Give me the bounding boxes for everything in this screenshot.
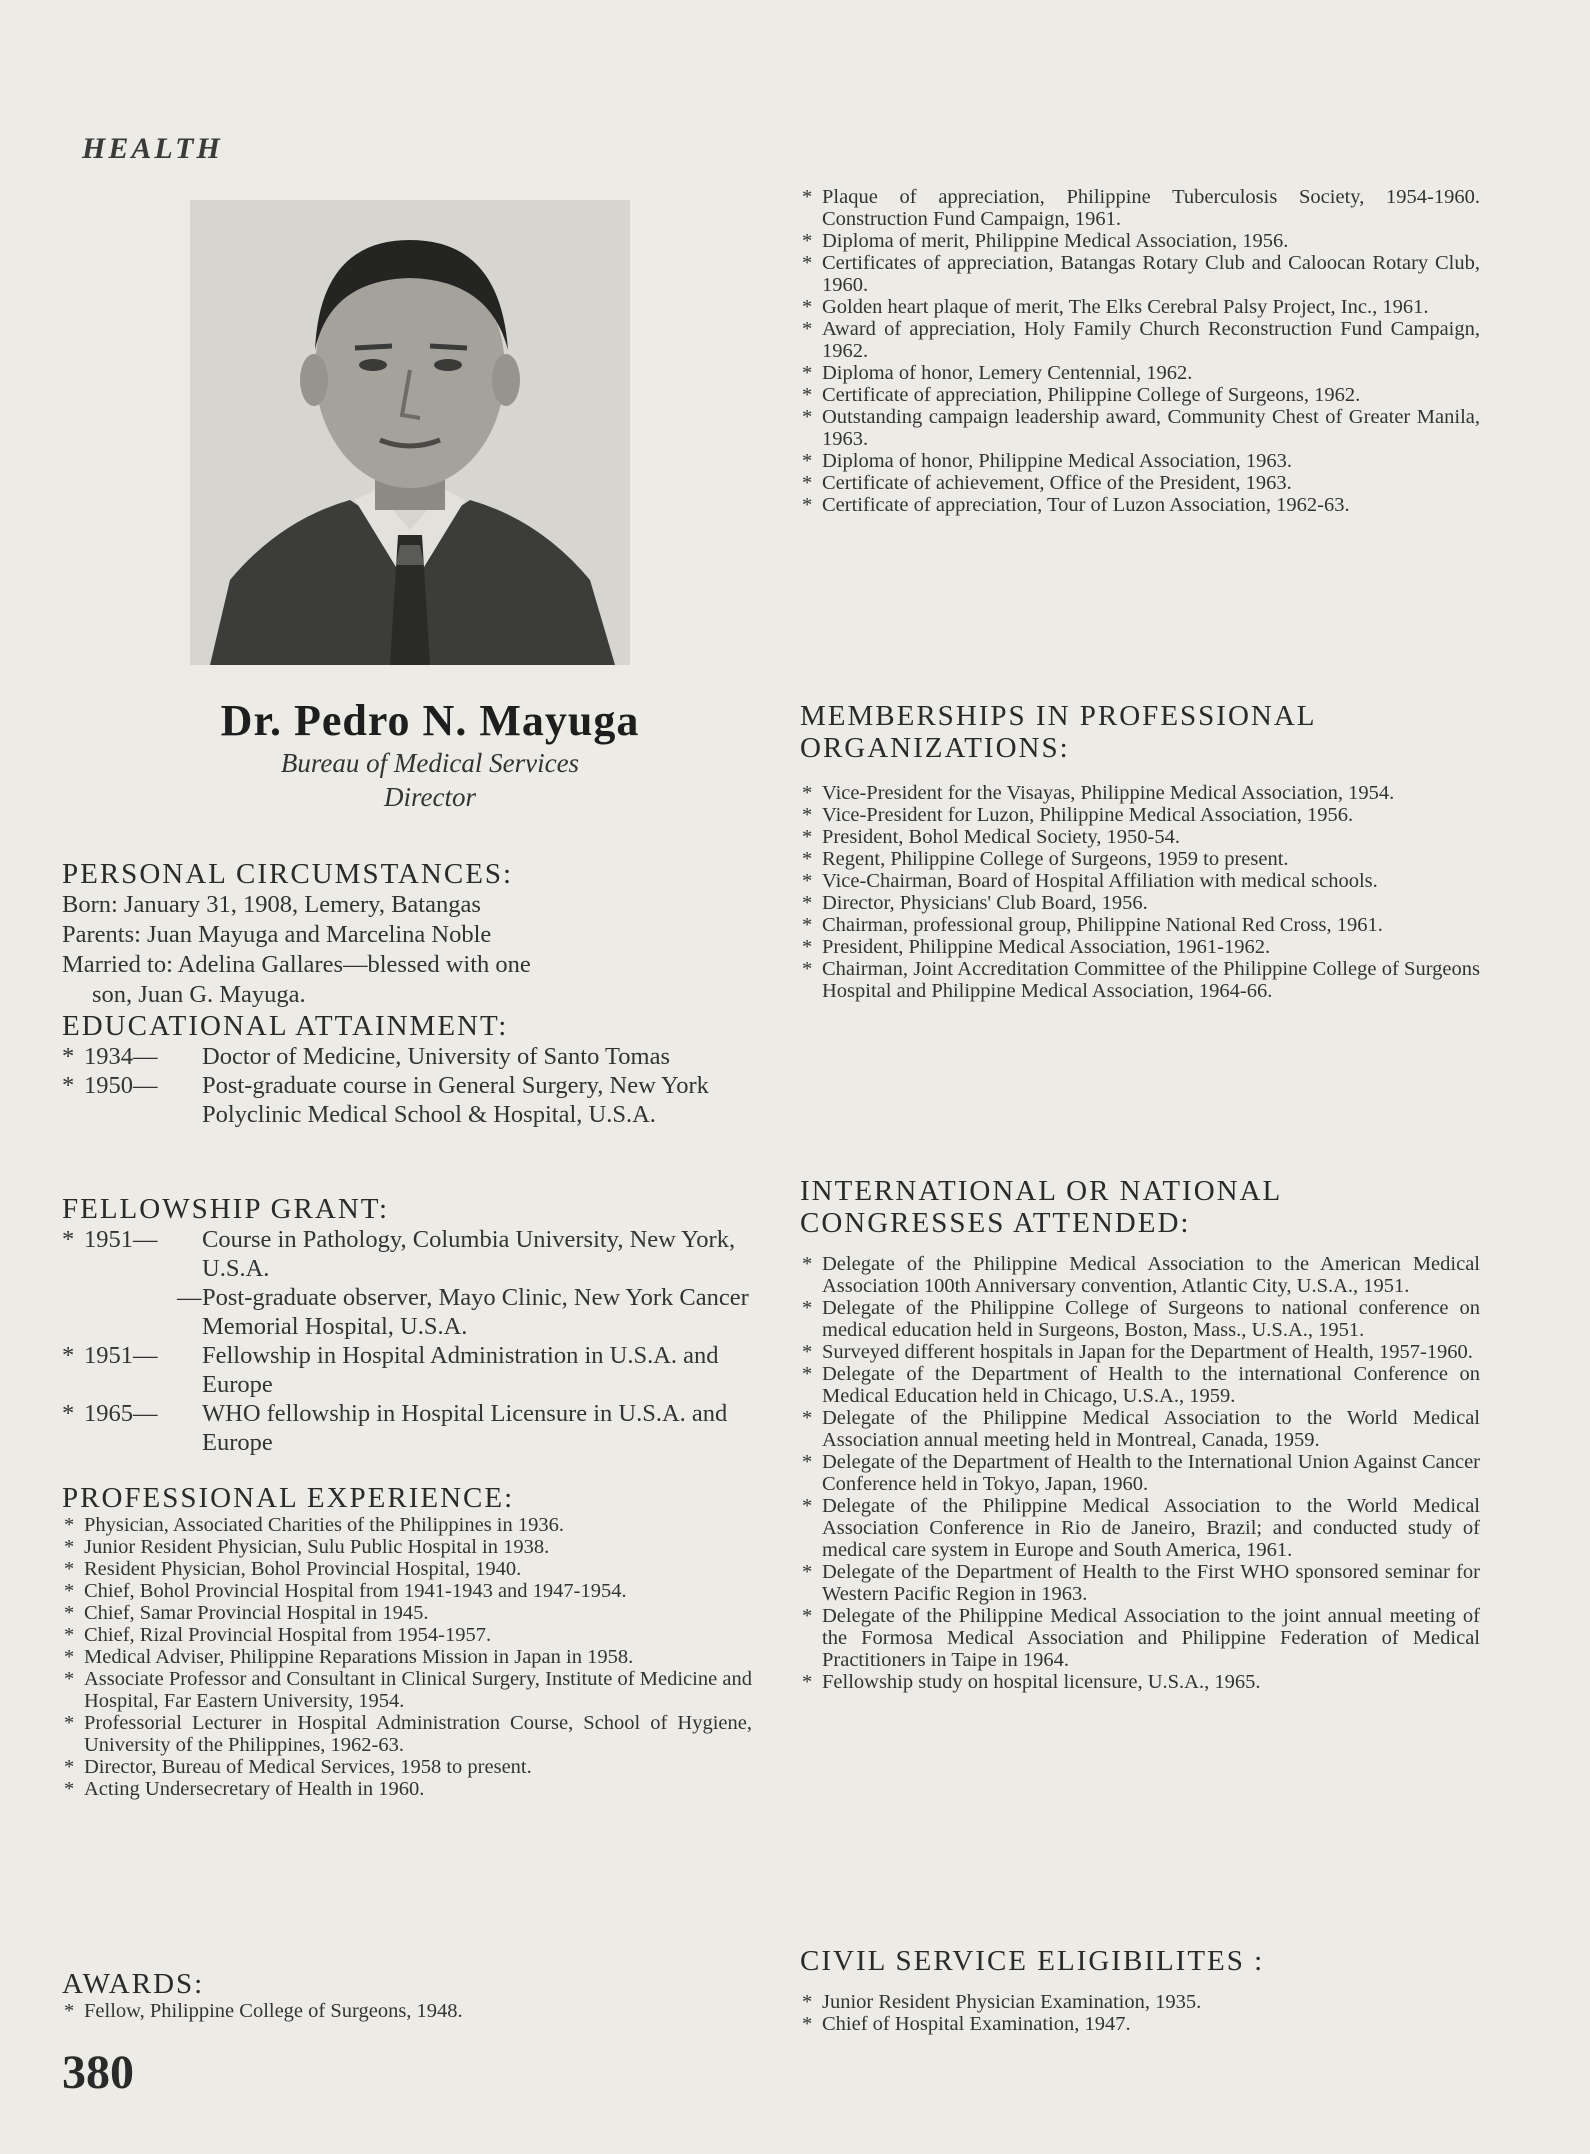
list-item: * Diploma of merit, Philippine Medical Association, 1956. [800,230,1480,252]
list-item: * Certificate of achievement, Office of the President, 1963. [800,472,1480,494]
list-item: * President, Bohol Medical Society, 1950-54. [800,826,1480,848]
awards-continued [800,186,1480,516]
experience-section [62,1482,752,1800]
list-item: * Certificates of appreciation, Batangas Rotary Club and Caloocan Rotary Club, 1960. [800,252,1480,296]
list-item: — Post-graduate observer, Mayo Clinic, New York Cancer Memorial Hospital, U.S.A. [177,1284,749,1340]
memberships-heading: MEMBERSHIPS IN PROFESSIONAL [800,700,1317,732]
list-item: * 1951— Course in Pathology, Columbia University, New York, U.S.A. [62,1226,736,1282]
list-item: * Vice-Chairman, Board of Hospital Affiliation with medical schools. [800,870,1480,892]
list-item: * Certificate of appreciation, Tour of Luzon Association, 1962-63. [800,494,1480,516]
education-list [62,1042,762,1129]
profile-header [90,695,770,814]
list-item: * Golden heart plaque of merit, The Elks Cerebral Palsy Project, Inc., 1961. [800,296,1480,318]
list-item: * Diploma of honor, Lemery Centennial, 1962. [800,362,1480,384]
list-item: * 1934— Doctor of Medicine, University of Santo Tomas [62,1043,671,1070]
list-item: * Junior Resident Physician Examination, 1935. [800,1991,1480,2013]
personal-section [62,858,762,1010]
section-label: HEALTH [82,132,223,165]
list-item: * Vice-President for Luzon, Philippine Medical Association, 1956. [800,804,1480,826]
position-title: Director [384,782,476,812]
list-item: * Chief of Hospital Examination, 1947. [800,2013,1480,2035]
memberships-heading-cont: ORGANIZATIONS: [800,732,1070,764]
list-item: * Associate Professor and Consultant in Clinical Surgery, Institute of Medicine and Hospital, Far Eastern University, 1954. [62,1668,752,1712]
list-item: * Chief, Samar Provincial Hospital in 1945. [62,1602,752,1624]
list-item: * Delegate of the Philippine Medical Association to the World Medical Association Conference in Rio de Janeiro, Brazil; and conducted study of medical care system in Europe and South America, 1961. [800,1495,1480,1561]
list-item: * President, Philippine Medical Association, 1961-1962. [800,936,1480,958]
list-item: * Chairman, Joint Accreditation Committee of the Philippine College of Surgeons Hospital and Philippine Medical Association, 1964-66. [800,958,1480,1002]
list-item: * Chief, Bohol Provincial Hospital from 1941-1943 and 1947-1954. [62,1580,752,1602]
list-item: * Chief, Rizal Provincial Hospital from 1954-1957. [62,1624,752,1646]
civil-service-section [800,1945,1480,2035]
personal-heading: PERSONAL CIRCUMSTANCES: [62,858,514,890]
civil-service-list [800,1991,1480,2035]
list-item: * Delegate of the Philippine Medical Association to the American Medical Association 100th Anniversary convention, Atlantic City, U.S.A., 1951. [800,1253,1480,1297]
list-item: * Regent, Philippine College of Surgeons, 1959 to present. [800,848,1480,870]
awards-section [62,1968,752,2022]
list-item: * Diploma of honor, Philippine Medical Association, 1963. [800,450,1480,472]
list-item: * Physician, Associated Charities of the Philippines in 1936. [62,1514,752,1536]
list-item: * Delegate of the Philippine Medical Association to the World Medical Association annual meeting held in Montreal, Canada, 1959. [800,1407,1480,1451]
list-item: * Surveyed different hospitals in Japan for the Department of Health, 1957-1960. [800,1341,1480,1363]
list-item: * Junior Resident Physician, Sulu Public Hospital in 1938. [62,1536,752,1558]
list-item: * Chairman, professional group, Philippine National Red Cross, 1961. [800,914,1480,936]
agency-name: Bureau of Medical Services [280,748,580,778]
list-item: * Fellow, Philippine College of Surgeons, 1948. [62,2000,752,2022]
list-item: * Delegate of the Philippine College of Surgeons to national conference on medical education held in Surgeons, Boston, Mass., U.S.A., 1951. [800,1297,1480,1341]
list-item: * Delegate of the Department of Health to the International Union Against Cancer Conference held in Tokyo, Japan, 1960. [800,1451,1480,1495]
list-item: * Award of appreciation, Holy Family Church Reconstruction Fund Campaign, 1962. [800,318,1480,362]
official-name: Dr. Pedro N. Mayuga [220,696,640,745]
list-item: * Acting Undersecretary of Health in 1960. [62,1778,752,1800]
list-item: * Delegate of the Philippine Medical Association to the joint annual meeting of the Formosa Medical Association and Philippine Federation of Medical Practitioners in Taipe in 1964. [800,1605,1480,1671]
awards-list [62,2000,752,2022]
congresses-heading-cont: CONGRESSES ATTENDED: [800,1207,1191,1239]
list-item: * Professorial Lecturer in Hospital Administration Course, School of Hygiene, University of the Philippines, 1962-63. [62,1712,752,1756]
experience-heading: PROFESSIONAL EXPERIENCE: [62,1482,515,1514]
portrait-photo [190,200,630,665]
list-item: * Fellowship study on hospital licensure, U.S.A., 1965. [800,1671,1480,1693]
list-item: * Resident Physician, Bohol Provincial Hospital, 1940. [62,1558,752,1580]
congresses-list [800,1253,1480,1693]
list-item: * Vice-President for the Visayas, Philippine Medical Association, 1954. [800,782,1480,804]
awards-continued-list [800,186,1480,516]
list-item: * Director, Physicians' Club Board, 1956. [800,892,1480,914]
list-item: * 1965— WHO fellowship in Hospital Licensure in U.S.A. and Europe [62,1400,728,1456]
married-line: Married to: Adelina Gallares—blessed with one [62,951,531,978]
awards-heading: AWARDS: [62,1968,205,2000]
list-item: * Medical Adviser, Philippine Reparations Mission in Japan in 1958. [62,1646,752,1668]
memberships-section [800,700,1480,1002]
civil-service-heading: CIVIL SERVICE ELIGIBILITES : [800,1945,1265,1977]
fellowship-section [62,1193,772,1457]
married-cont-line: son, Juan G. Mayuga. [92,981,306,1008]
list-item: * Delegate of the Department of Health to the First WHO sponsored seminar for Western Pacific Region in 1963. [800,1561,1480,1605]
list-item: * Director, Bureau of Medical Services, 1958 to present. [62,1756,752,1778]
born-line: Born: January 31, 1908, Lemery, Batangas [62,891,481,918]
parents-line: Parents: Juan Mayuga and Marcelina Noble [62,921,492,948]
congresses-heading: INTERNATIONAL OR NATIONAL [800,1175,1283,1207]
list-item: * 1950— Post-graduate course in General Surgery, New York Polyclinic Medical School & Hospital, U.S.A. [62,1072,709,1128]
list-item: * 1951— Fellowship in Hospital Administration in U.S.A. and Europe [62,1342,719,1398]
fellowship-list [62,1225,772,1457]
memberships-list [800,782,1480,1002]
education-section [62,1010,762,1129]
list-item: * Delegate of the Department of Health to the international Conference on Medical Education held in Chicago, U.S.A., 1959. [800,1363,1480,1407]
experience-list [62,1514,752,1800]
list-item: * Outstanding campaign leadership award, Community Chest of Greater Manila, 1963. [800,406,1480,450]
education-heading: EDUCATIONAL ATTAINMENT: [62,1010,509,1042]
list-item: * Plaque of appreciation, Philippine Tuberculosis Society, 1954-1960. Construction Fund Campaign, 1961. [800,186,1480,230]
congresses-section [800,1175,1480,1693]
list-item: * Certificate of appreciation, Philippine College of Surgeons, 1962. [800,384,1480,406]
page-number: 380 [62,2046,134,2099]
fellowship-heading: FELLOWSHIP GRANT: [62,1193,390,1225]
